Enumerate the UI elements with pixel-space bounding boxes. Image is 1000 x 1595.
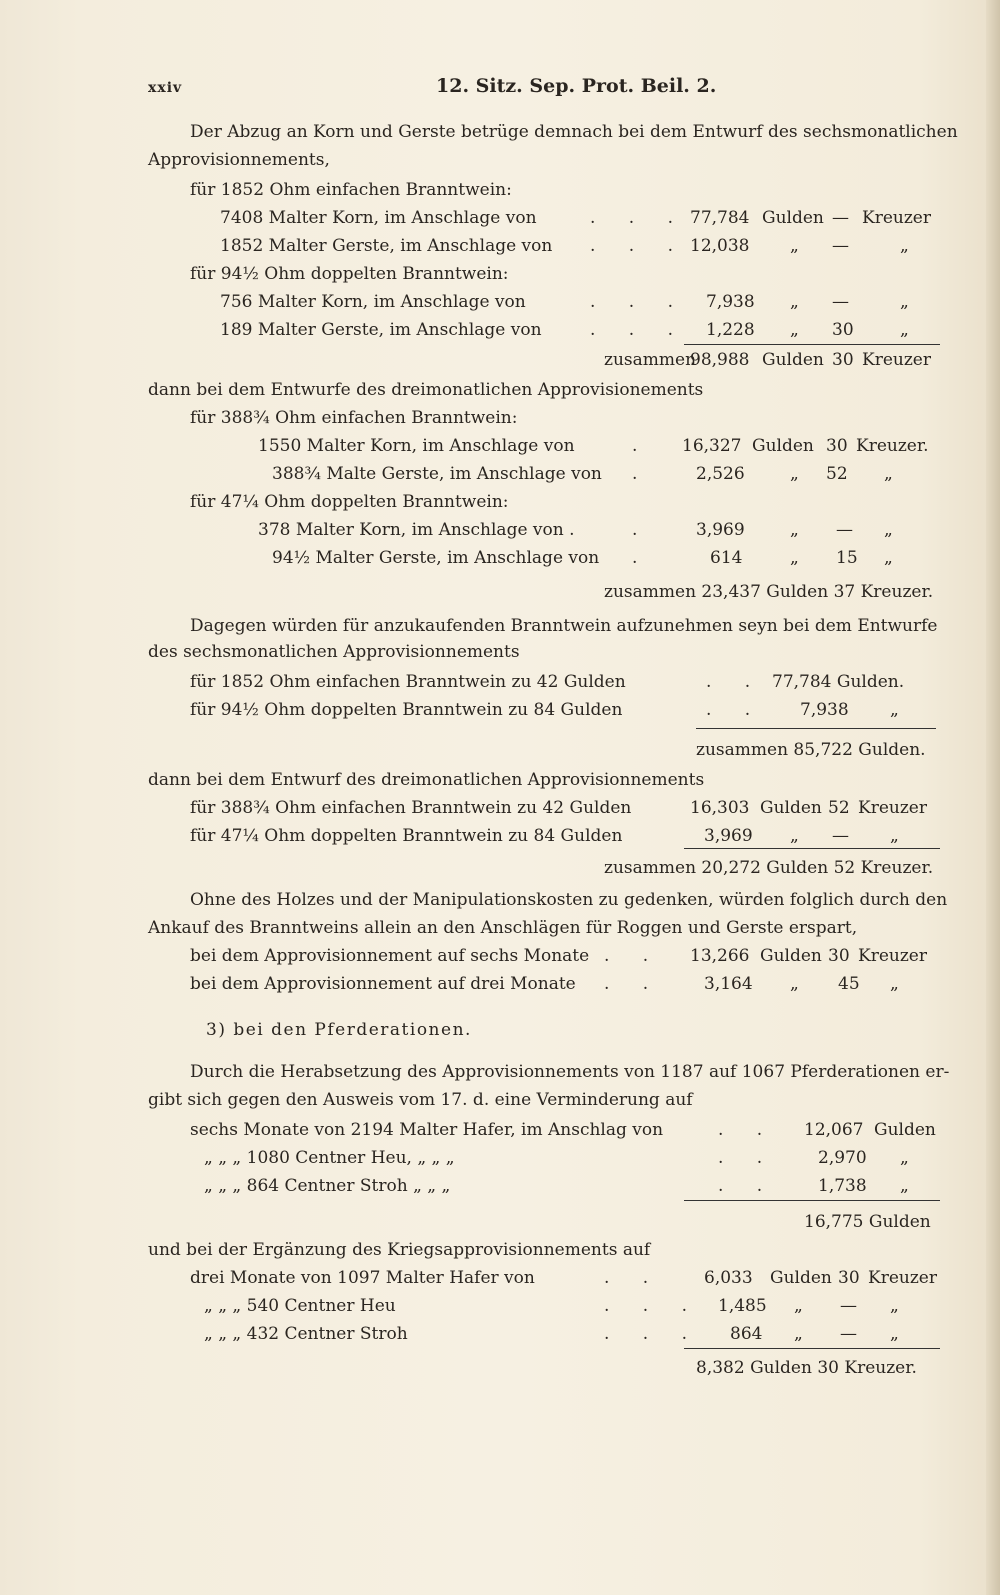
entry-label: „ „ „ 864 Centner Stroh „ „ „ xyxy=(204,1176,451,1196)
kreuzer-value: 30 xyxy=(826,436,848,456)
amount: 6,033 xyxy=(704,1268,753,1288)
entry-label: 189 Malter Gerste, im Anschlage von xyxy=(220,320,542,340)
folio-number: xxiv xyxy=(148,80,183,96)
subheading: für 388¾ Ohm einfachen Branntwein: xyxy=(190,408,518,428)
entry-label: 756 Malter Korn, im Anschlage von xyxy=(220,292,526,312)
unit-kreuzer: Kreuzer xyxy=(862,208,931,228)
paragraph-line: Ohne des Holzes und der Manipulationskosten zu gedenken, würden folglich durch den xyxy=(190,890,948,910)
kreuzer-value: — xyxy=(832,208,849,228)
unit-kreuzer: Kreuzer xyxy=(858,946,927,966)
amount: 77,784 xyxy=(690,208,750,228)
total-line: 16,775 Gulden xyxy=(804,1212,931,1232)
unit-gulden: Gulden xyxy=(760,946,822,966)
leader-dots: . . xyxy=(718,1120,777,1140)
unit-kreuzer: Kreuzer xyxy=(868,1268,937,1288)
amount: 16,303 xyxy=(690,798,750,818)
leader-dots: . . xyxy=(604,1268,663,1288)
amount: 864 xyxy=(730,1324,763,1344)
entry-label: 378 Malter Korn, im Anschlage von . xyxy=(258,520,575,540)
unit-gulden: „ xyxy=(794,1324,803,1344)
kreuzer-value: — xyxy=(832,826,849,846)
kreuzer-value: — xyxy=(836,520,853,540)
unit-gulden: Gulden xyxy=(874,1120,936,1140)
entry-label: für 94½ Ohm doppelten Branntwein zu 84 Gulden xyxy=(190,700,623,720)
unit-kreuzer: Kreuzer xyxy=(858,798,927,818)
entry-label: bei dem Approvisionnement auf drei Monate xyxy=(190,974,576,994)
subheading: für 1852 Ohm einfachen Branntwein: xyxy=(190,180,512,200)
sum-rule xyxy=(684,1200,940,1201)
unit-gulden: „ xyxy=(900,1176,909,1196)
total-amount: 98,988 xyxy=(690,350,750,370)
unit-kreuzer: „ xyxy=(890,1324,899,1344)
unit-gulden: Gulden xyxy=(762,350,824,370)
leader-dots: . . xyxy=(604,974,663,994)
entry-label: „ „ „ 1080 Centner Heu, „ „ „ xyxy=(204,1148,455,1168)
amount: 12,038 xyxy=(690,236,750,256)
sum-rule xyxy=(684,1348,940,1349)
section-heading: 3) bei den Pferderationen. xyxy=(206,1020,472,1040)
unit-gulden: „ xyxy=(790,292,799,312)
subheading: für 47¼ Ohm doppelten Branntwein: xyxy=(190,492,509,512)
kreuzer-value: — xyxy=(840,1324,857,1344)
unit-gulden: „ xyxy=(790,236,799,256)
kreuzer-value: 52 xyxy=(828,798,850,818)
amount: 7,938 xyxy=(800,700,849,720)
leader-dots: . . xyxy=(718,1148,777,1168)
paragraph-line: des sechsmonatlichen Approvisionnements xyxy=(148,642,520,662)
unit-kreuzer: „ xyxy=(884,464,893,484)
total-line: zusammen 85,722 Gulden. xyxy=(696,740,926,760)
paragraph-line: dann bei dem Entwurf des dreimonatlichen Approvisionnements xyxy=(148,770,705,790)
total-line: zusammen 20,272 Gulden 52 Kreuzer. xyxy=(604,858,934,878)
unit-gulden: „ xyxy=(790,974,799,994)
amount: 77,784 Gulden. xyxy=(772,672,905,692)
unit-kreuzer: Kreuzer xyxy=(862,350,931,370)
entry-label: 1550 Malter Korn, im Anschlage von xyxy=(258,436,575,456)
amount: 2,526 xyxy=(696,464,745,484)
unit-gulden: „ xyxy=(900,1148,909,1168)
leader-dots: . . xyxy=(706,672,765,692)
paragraph-line: und bei der Ergänzung des Kriegsapprovisionnements auf xyxy=(148,1240,651,1260)
kreuzer-value: 30 xyxy=(828,946,850,966)
paragraph-line: Approvisionnements, xyxy=(148,150,330,170)
paragraph-line: Dagegen würden für anzukaufenden Branntwein aufzunehmen seyn bei dem Entwurfe xyxy=(190,616,938,636)
sum-rule xyxy=(684,848,940,849)
unit-gulden: „ xyxy=(790,520,799,540)
unit-gulden: Gulden xyxy=(770,1268,832,1288)
kreuzer-value: 52 xyxy=(826,464,848,484)
leader-dots: . . . xyxy=(604,1324,702,1344)
kreuzer-value: — xyxy=(832,292,849,312)
total-line: zusammen 23,437 Gulden 37 Kreuzer. xyxy=(604,582,934,602)
kreuzer-value: 30 xyxy=(832,350,854,370)
kreuzer-value: 30 xyxy=(832,320,854,340)
kreuzer-value: 15 xyxy=(836,548,858,568)
paragraph-line: Der Abzug an Korn und Gerste betrüge demnach bei dem Entwurf des sechsmonatlichen xyxy=(190,122,958,142)
kreuzer-value: 45 xyxy=(838,974,860,994)
entry-label: für 47¼ Ohm doppelten Branntwein zu 84 Gulden xyxy=(190,826,623,846)
amount: 7,938 xyxy=(706,292,755,312)
amount: 1,485 xyxy=(718,1296,767,1316)
unit-kreuzer: „ xyxy=(900,292,909,312)
kreuzer-value: 30 xyxy=(838,1268,860,1288)
entry-label: für 1852 Ohm einfachen Branntwein zu 42 Gulden xyxy=(190,672,626,692)
entry-label: „ „ „ 432 Centner Stroh xyxy=(204,1324,408,1344)
subheading: für 94½ Ohm doppelten Branntwein: xyxy=(190,264,509,284)
unit-gulden: Gulden xyxy=(762,208,824,228)
amount: 16,327 xyxy=(682,436,742,456)
leader-dots: . . . xyxy=(590,292,688,312)
unit-kreuzer: „ xyxy=(900,236,909,256)
amount: 12,067 xyxy=(804,1120,864,1140)
unit-gulden: „ xyxy=(790,320,799,340)
amount: 614 xyxy=(710,548,743,568)
leader-dots: . . xyxy=(604,946,663,966)
leader-dots: . . . xyxy=(590,208,688,228)
leader-dots: . xyxy=(632,548,638,568)
unit-gulden: „ xyxy=(790,464,799,484)
leader-dots: . xyxy=(632,436,638,456)
amount: 3,969 xyxy=(696,520,745,540)
unit-kreuzer: „ xyxy=(890,1296,899,1316)
leader-dots: . . . xyxy=(604,1296,702,1316)
leader-dots: . . . xyxy=(590,236,688,256)
total-label: zusammen xyxy=(604,350,697,370)
amount: 2,970 xyxy=(818,1148,867,1168)
amount: 3,164 xyxy=(704,974,753,994)
entry-label: sechs Monate von 2194 Malter Hafer, im Anschlag von xyxy=(190,1120,664,1140)
page-header-title: 12. Sitz. Sep. Prot. Beil. 2. xyxy=(436,75,717,97)
unit-kreuzer: Kreuzer. xyxy=(856,436,929,456)
unit-gulden: „ xyxy=(790,826,799,846)
unit-gulden: Gulden xyxy=(760,798,822,818)
sum-rule xyxy=(684,344,940,345)
entry-label: „ „ „ 540 Centner Heu xyxy=(204,1296,396,1316)
kreuzer-value: — xyxy=(840,1296,857,1316)
leader-dots: . . . xyxy=(590,320,688,340)
amount: 3,969 xyxy=(704,826,753,846)
amount: 13,266 xyxy=(690,946,750,966)
entry-label: 388¾ Malte Gerste, im Anschlage von xyxy=(272,464,602,484)
entry-label: 1852 Malter Gerste, im Anschlage von xyxy=(220,236,553,256)
page-edge xyxy=(986,0,1000,1595)
total-line: 8,382 Gulden 30 Kreuzer. xyxy=(696,1358,917,1378)
entry-label: bei dem Approvisionnement auf sechs Monate xyxy=(190,946,590,966)
unit-kreuzer: „ xyxy=(884,548,893,568)
sum-rule xyxy=(696,728,936,729)
entry-label: 94½ Malter Gerste, im Anschlage von xyxy=(272,548,600,568)
leader-dots: . . xyxy=(718,1176,777,1196)
unit-gulden: Gulden xyxy=(752,436,814,456)
leader-dots: . xyxy=(632,464,638,484)
unit-kreuzer: „ xyxy=(900,320,909,340)
paragraph-line: dann bei dem Entwurfe des dreimonatlichen Approvisionements xyxy=(148,380,704,400)
unit-kreuzer: „ xyxy=(884,520,893,540)
unit-gulden: „ xyxy=(794,1296,803,1316)
unit-kreuzer: „ xyxy=(890,826,899,846)
amount: 1,738 xyxy=(818,1176,867,1196)
entry-label: drei Monate von 1097 Malter Hafer von xyxy=(190,1268,535,1288)
paragraph-line: gibt sich gegen den Ausweis vom 17. d. eine Verminderung auf xyxy=(148,1090,693,1110)
unit-gulden: „ xyxy=(890,700,899,720)
leader-dots: . xyxy=(632,520,638,540)
unit-kreuzer: „ xyxy=(890,974,899,994)
paragraph-line: Durch die Herabsetzung des Approvisionnements von 1187 auf 1067 Pferderationen er- xyxy=(190,1062,950,1082)
unit-gulden: „ xyxy=(790,548,799,568)
leader-dots: . . xyxy=(706,700,765,720)
paragraph-line: Ankauf des Branntweins allein an den Anschlägen für Roggen und Gerste erspart, xyxy=(148,918,858,938)
amount: 1,228 xyxy=(706,320,755,340)
kreuzer-value: — xyxy=(832,236,849,256)
entry-label: 7408 Malter Korn, im Anschlage von xyxy=(220,208,537,228)
entry-label: für 388¾ Ohm einfachen Branntwein zu 42 Gulden xyxy=(190,798,632,818)
